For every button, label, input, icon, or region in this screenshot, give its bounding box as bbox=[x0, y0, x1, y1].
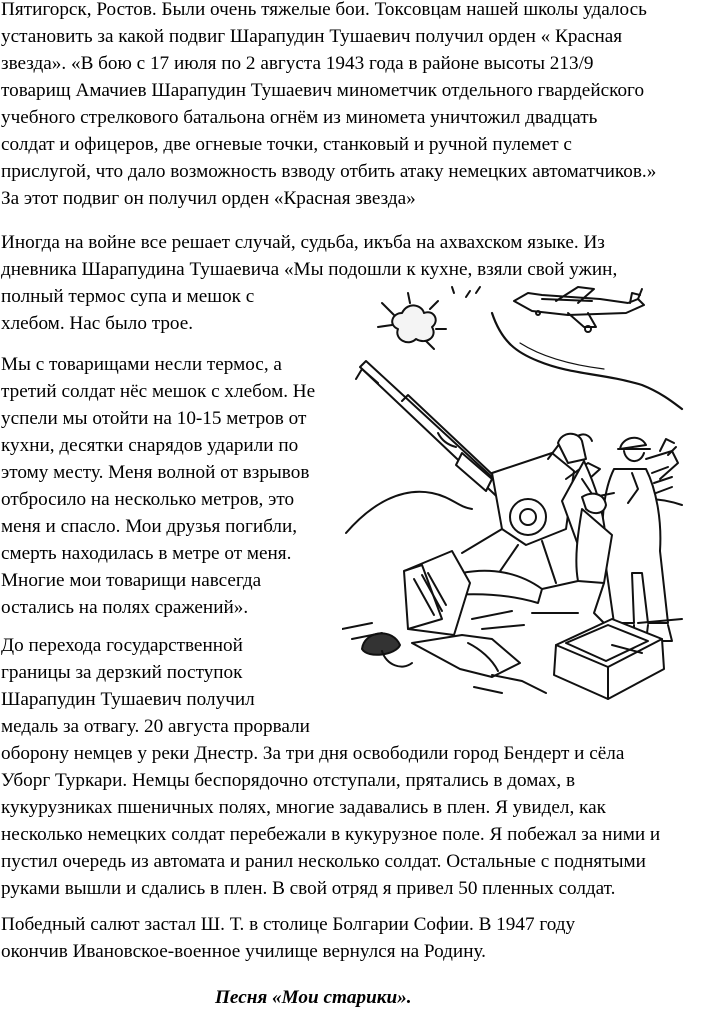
explosion-icon bbox=[378, 287, 480, 349]
text-line: установить за какой подвиг Шарапудин Тушаевич получил орден « Красная bbox=[1, 26, 623, 47]
text-line: товарищ Амачиев Шарапудин Тушаевич минометчик отдельного гвардейского bbox=[1, 80, 645, 101]
text-line: несколько немецких солдат перебежали в кукурузное поле. Я побежал за ними и bbox=[1, 824, 661, 845]
text-line: остались на полях сражений». bbox=[1, 597, 249, 618]
text-line: Победный салют застал Ш. Т. в столице Болгарии Софии. В 1947 году bbox=[1, 914, 576, 935]
text-line: До перехода государственной bbox=[1, 635, 243, 656]
text-line: Шарапудин Тушаевич получил bbox=[1, 689, 255, 710]
text-line: За этот подвиг он получил орден «Красная звезда» bbox=[1, 188, 416, 209]
text-line: полный термос супа и мешок с bbox=[1, 286, 255, 307]
text-line: звезда». «В бою с 17 июля по 2 августа 1943 года в районе высоты 213/9 bbox=[1, 53, 594, 74]
text-line: Мы с товарищами несли термос, а bbox=[1, 354, 282, 375]
text-line: учебного стрелкового батальона огнём из миномета уничтожил двадцать bbox=[1, 107, 598, 128]
text-line: этому месту. Меня волной от взрывов bbox=[1, 462, 310, 483]
text-line: смерть находилась в метре от меня. bbox=[1, 543, 292, 564]
text-line: оборону немцев у реки Днестр. За три дня освободили город Бендерт и сёла bbox=[1, 743, 625, 764]
text-line: третий солдат нёс мешок с хлебом. Не bbox=[1, 381, 316, 402]
text-line: медаль за отвагу. 20 августа прорвали bbox=[1, 716, 310, 737]
anti-aircraft-gun-illustration bbox=[342, 283, 694, 715]
text-line: солдат и офицеров, две огневые точки, станковый и ручной пулемет с bbox=[1, 134, 572, 155]
text-line: Уборг Туркари. Немцы беспорядочно отступали, прятались в домах, в bbox=[1, 770, 576, 791]
text-line: прислугой, что дало возможность взводу отбить атаку немецких автоматчиков.» bbox=[1, 161, 657, 182]
text-line: хлебом. Нас было трое. bbox=[1, 313, 194, 334]
text-line: Многие мои товарищи навсегда bbox=[1, 570, 262, 591]
text-line: руками вышли и сдались в плен. В свой отряд я привел 50 пленных солдат. bbox=[1, 878, 616, 899]
airplane-icon bbox=[514, 287, 644, 332]
text-line: окончив Ивановское-военное училище вернулся на Родину. bbox=[1, 941, 486, 962]
song-title: Песня «Мои старики». bbox=[215, 987, 412, 1008]
text-line: меня и спасло. Мои друзья погибли, bbox=[1, 516, 298, 537]
text-line: успели мы отойти на 10-15 метров от bbox=[1, 408, 307, 429]
text-line: дневника Шарапудина Тушаевича «Мы подошли к кухне, взяли свой ужин, bbox=[1, 259, 618, 280]
text-line: кухни, десятки снарядов ударили по bbox=[1, 435, 299, 456]
ammo-crate bbox=[404, 551, 470, 635]
text-line: Пятигорск, Ростов. Были очень тяжелые бои. Токсовцам нашей школы удалось bbox=[1, 0, 647, 20]
helmet-icon bbox=[362, 633, 412, 666]
text-line: Иногда на войне все решает случай, судьба, икъба на ахвахском языке. Из bbox=[1, 232, 605, 253]
text-line: отбросило на несколько метров, это bbox=[1, 489, 295, 510]
text-line: кукурузниках пшеничных полях, многие задавались в плен. Я увидел, как bbox=[1, 797, 606, 818]
text-line: границы за дерзкий поступок bbox=[1, 662, 243, 683]
text-line: пустил очередь из автомата и ранил несколько солдат. Остальные с поднятыми bbox=[1, 851, 646, 872]
